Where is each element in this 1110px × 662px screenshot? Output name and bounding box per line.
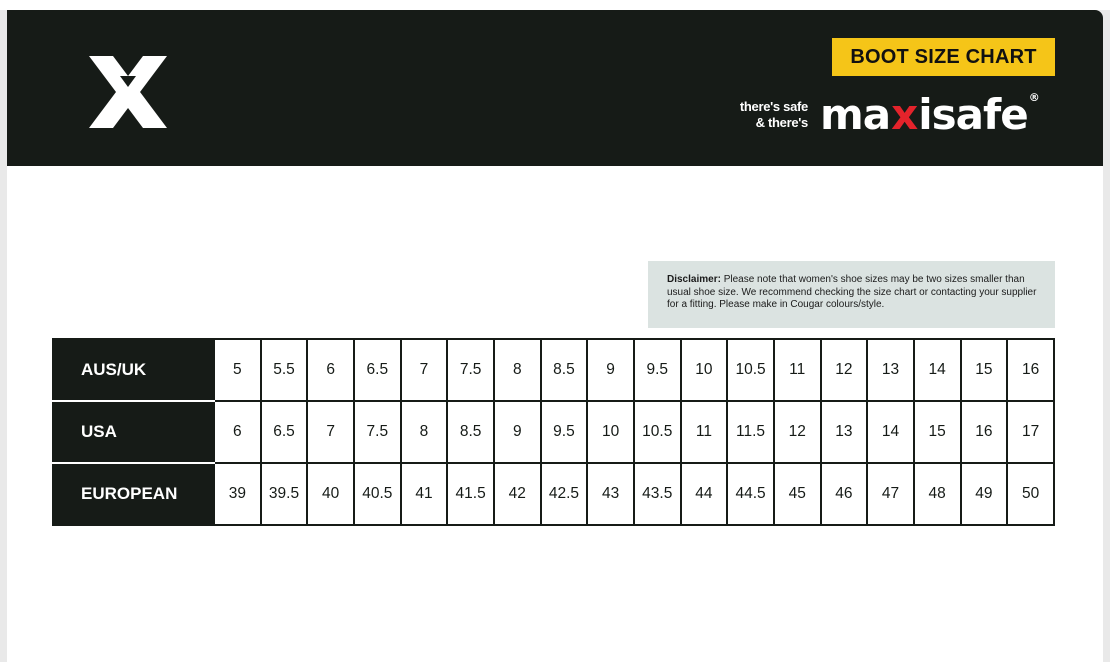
boot-size-chart-badge: BOOT SIZE CHART [832, 38, 1055, 76]
size-cell: 5.5 [261, 339, 308, 401]
size-cell: 41.5 [447, 463, 494, 525]
size-cell: 9.5 [634, 339, 681, 401]
size-cell: 8 [494, 339, 541, 401]
size-cell: 10.5 [634, 401, 681, 463]
size-cell: 44 [681, 463, 728, 525]
size-cell: 15 [914, 401, 961, 463]
size-cell: 11 [774, 339, 821, 401]
size-cell: 15 [961, 339, 1008, 401]
size-cell: 7 [307, 401, 354, 463]
size-cell: 6 [214, 401, 261, 463]
size-cell: 9 [494, 401, 541, 463]
size-cell: 17 [1007, 401, 1054, 463]
size-cell: 13 [867, 339, 914, 401]
tagline-line-2: & there's [755, 115, 808, 130]
size-cell: 10.5 [727, 339, 774, 401]
maxisafe-logo [820, 90, 1039, 139]
size-cell: 45 [774, 463, 821, 525]
size-cell: 8.5 [541, 339, 588, 401]
size-row-usa [53, 401, 1054, 463]
size-cell: 12 [774, 401, 821, 463]
size-cell: 41 [401, 463, 448, 525]
size-cell: 6.5 [261, 401, 308, 463]
size-cell: 9.5 [541, 401, 588, 463]
size-cell: 40.5 [354, 463, 401, 525]
wordmark-red-x: x [891, 90, 918, 139]
size-cell: 44.5 [727, 463, 774, 525]
size-cell: 12 [821, 339, 868, 401]
x-logo-icon [87, 54, 169, 130]
size-cell: 6.5 [354, 339, 401, 401]
registered-mark: ® [1028, 91, 1039, 104]
wordmark-part-1: ma [820, 90, 891, 139]
size-cell: 16 [1007, 339, 1054, 401]
size-cell: 7 [401, 339, 448, 401]
wordmark-part-2: isafe [918, 90, 1028, 139]
header-banner [7, 10, 1103, 166]
size-cell: 9 [587, 339, 634, 401]
row-header: AUS/UK [53, 339, 214, 401]
size-cell: 49 [961, 463, 1008, 525]
size-cell: 42.5 [541, 463, 588, 525]
row-header: EUROPEAN [53, 463, 214, 525]
size-table-body [53, 339, 1054, 525]
disclaimer-text: Please note that women's shoe sizes may be two sizes smaller than usual shoe size. We recommend checking the size chart or contacting your supplier for a fitting. Please make in Cougar colours/style. [667, 274, 1037, 310]
size-cell: 7.5 [354, 401, 401, 463]
disclaimer-box [648, 261, 1055, 328]
size-cell: 8.5 [447, 401, 494, 463]
size-cell: 39 [214, 463, 261, 525]
size-cell: 50 [1007, 463, 1054, 525]
size-cell: 8 [401, 401, 448, 463]
size-cell: 39.5 [261, 463, 308, 525]
size-cell: 42 [494, 463, 541, 525]
top-margin [0, 0, 1110, 10]
size-cell: 10 [681, 339, 728, 401]
size-cell: 10 [587, 401, 634, 463]
size-cell: 16 [961, 401, 1008, 463]
row-header: USA [53, 401, 214, 463]
size-cell: 11 [681, 401, 728, 463]
size-cell: 43 [587, 463, 634, 525]
tagline-line-1: there's safe [739, 99, 808, 114]
size-chart-page [7, 10, 1103, 662]
size-cell: 13 [821, 401, 868, 463]
size-cell: 46 [821, 463, 868, 525]
size-row-aus-uk [53, 339, 1054, 401]
brand-tagline [712, 99, 808, 131]
size-cell: 40 [307, 463, 354, 525]
size-row-european [53, 463, 1054, 525]
size-cell: 11.5 [727, 401, 774, 463]
disclaimer-label: Disclaimer: [667, 274, 721, 285]
size-conversion-table [52, 338, 1055, 526]
size-cell: 48 [914, 463, 961, 525]
size-cell: 7.5 [447, 339, 494, 401]
size-cell: 6 [307, 339, 354, 401]
size-cell: 14 [867, 401, 914, 463]
size-cell: 14 [914, 339, 961, 401]
size-cell: 5 [214, 339, 261, 401]
size-cell: 47 [867, 463, 914, 525]
size-cell: 43.5 [634, 463, 681, 525]
